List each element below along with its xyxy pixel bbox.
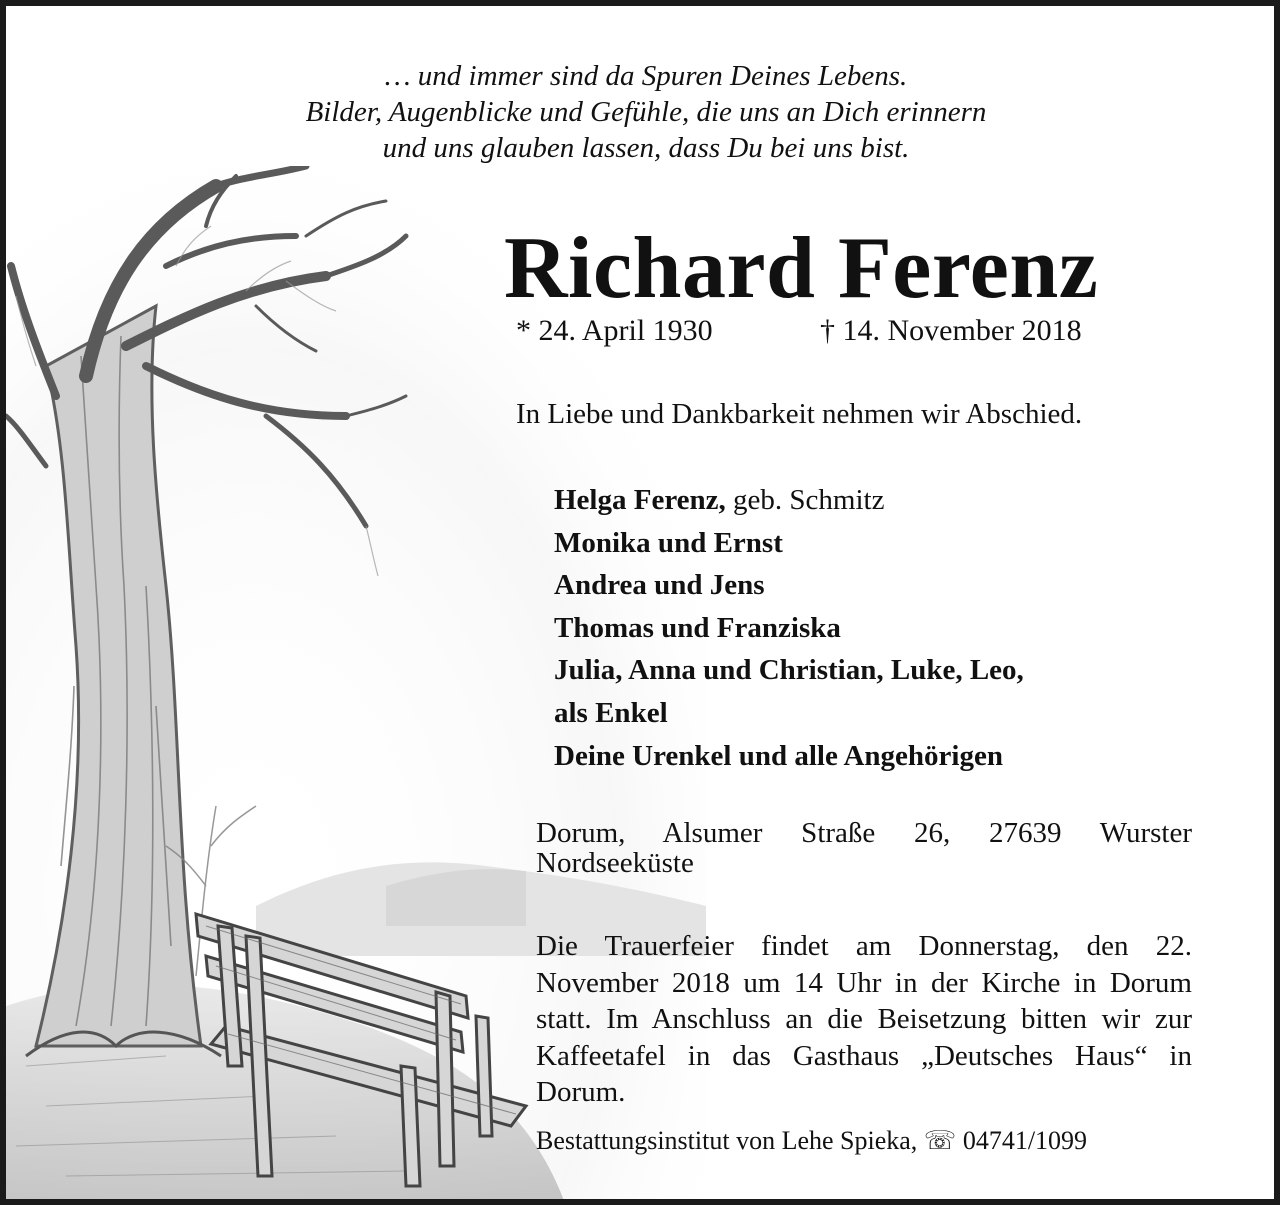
mourner-line [554, 479, 1024, 522]
mourner-line [554, 649, 1024, 692]
memorial-quote [6, 58, 1280, 166]
address: Dorum, Alsumer Straße 26, 27639 Wurster Nordseeküste [536, 817, 1192, 879]
mourner-name: Andrea und Jens [554, 569, 765, 602]
funeral-home [536, 1126, 1087, 1156]
mourner-line [554, 564, 1024, 607]
mourner-name: als Enkel [554, 696, 668, 729]
mourner-line [554, 735, 1024, 778]
telephone-icon: ☏ [923, 1126, 957, 1155]
mourner-line [554, 692, 1024, 735]
deceased-name: Richard Ferenz [504, 220, 1099, 317]
quote-line: Bilder, Augenblicke und Gefühle, die uns an Dich erinnern [305, 96, 987, 128]
mourners-list [554, 479, 1024, 777]
mourner-name: Deine Urenkel und alle Angehörigen [554, 739, 1003, 772]
funeral-home-phone: 04741/1099 [962, 1126, 1088, 1155]
mourner-line [554, 522, 1024, 565]
ceremony-details: Die Trauerfeier findet am Donnerstag, den 22. November 2018 um 14 Uhr in der Kirche in Dorum statt. Im Anschluss an die Beisetzung bitten wir zur Kaffeetafel in das Gasthaus „Deutsches Haus“ in Dorum. [536, 930, 1192, 1108]
mourner-note: geb. Schmitz [725, 484, 885, 516]
quote-line: … und immer sind da Spuren Deines Lebens. [384, 60, 908, 92]
funeral-home-name: Bestattungsinstitut von Lehe Spieka, [536, 1126, 918, 1155]
farewell-text: In Liebe und Dankbarkeit nehmen wir Abschied. [516, 398, 1083, 430]
mourner-line [554, 607, 1024, 650]
birth-date: * 24. April 1930 [516, 314, 713, 347]
mourner-name: Julia, Anna und Christian, Luke, Leo, [554, 654, 1024, 687]
death-date: † 14. November 2018 [820, 314, 1082, 347]
mourner-name: Helga Ferenz, [554, 484, 726, 516]
quote-line: und uns glauben lassen, dass Du bei uns bist. [382, 132, 910, 164]
mourner-name: Thomas und Franziska [554, 611, 841, 644]
mourner-name: Monika und Ernst [554, 526, 783, 559]
